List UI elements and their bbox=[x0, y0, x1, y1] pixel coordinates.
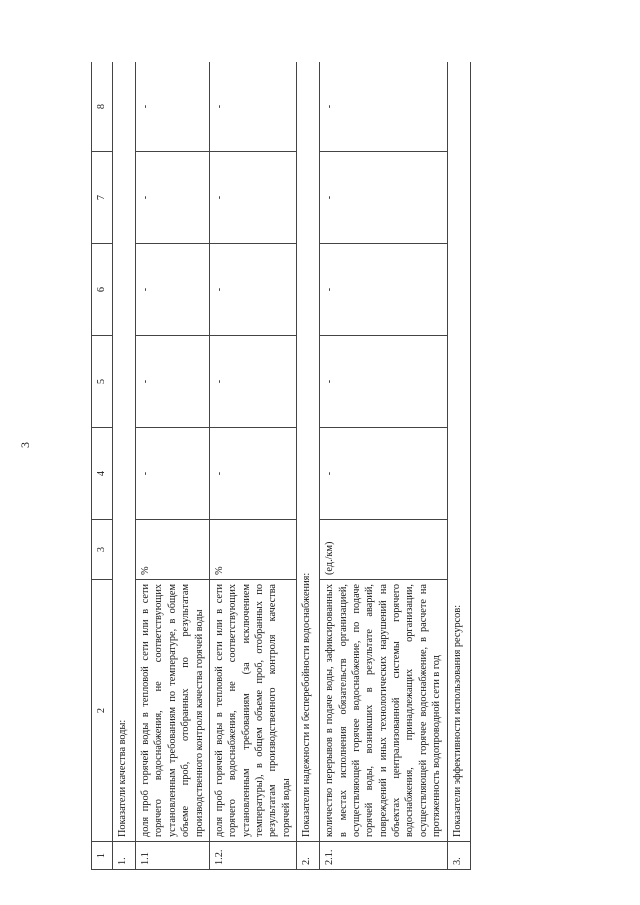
row-value-4: - bbox=[136, 428, 210, 520]
header-cell-8: 8 bbox=[92, 62, 113, 152]
header-cell-5: 5 bbox=[92, 336, 113, 428]
section-number: 3. bbox=[447, 842, 470, 870]
section-title: Показатели надежности и бесперебойности водоснабжения: bbox=[297, 62, 320, 842]
section-title: Показатели качества воды: bbox=[113, 62, 136, 842]
table-row bbox=[136, 62, 210, 870]
row-value-8: - bbox=[209, 62, 296, 152]
row-value-8: - bbox=[320, 62, 447, 152]
row-unit: (ед./км) bbox=[320, 520, 447, 580]
row-value-7: - bbox=[320, 152, 447, 244]
row-description: доля проб горячей воды в тепловой сети или в сети горячего водоснабжения, не соответствующих установленным требованиям (за исключением температуры), в общем объеме проб, отобранных по результатам производственного контроля качества горячей воды bbox=[209, 580, 296, 842]
row-value-4: - bbox=[320, 428, 447, 520]
section-row-reliability bbox=[297, 62, 320, 870]
rotated-table-container bbox=[91, 62, 543, 870]
row-value-8: - bbox=[136, 62, 210, 152]
page-number: 3 bbox=[18, 442, 32, 448]
table-row bbox=[320, 62, 447, 870]
header-cell-3: 3 bbox=[92, 520, 113, 580]
row-value-5: - bbox=[320, 336, 447, 428]
row-value-7: - bbox=[209, 152, 296, 244]
row-description: количество перерывов в подаче воды, зафиксированных в местах исполнения обязательств организацией, осуществляющей горячее водоснабжение, по подаче горячей воды, возникших в результате аварий, повреждений и иных технологических нарушений на объектах централизованной системы горячего водоснабжения, принадлежащих организации, осуществляющей горячее водоснабжение, в расчете на протяженность водопроводной сети в год bbox=[320, 580, 447, 842]
section-row-water-quality bbox=[113, 62, 136, 870]
row-description: доля проб горячей воды в тепловой сети или в сети горячего водоснабжения, не соответствующих установленным требованиям по температуре, в общем объеме проб, отобранных по результатам производственного контроля качества горячей воды bbox=[136, 580, 210, 842]
section-number: 1. bbox=[113, 842, 136, 870]
header-row bbox=[92, 62, 113, 870]
section-row-resource-efficiency bbox=[447, 62, 470, 870]
row-value-7: - bbox=[136, 152, 210, 244]
row-value-4: - bbox=[209, 428, 296, 520]
header-cell-1: 1 bbox=[92, 842, 113, 870]
document-page bbox=[91, 62, 543, 870]
header-cell-2: 2 bbox=[92, 580, 113, 842]
row-value-5: - bbox=[209, 336, 296, 428]
header-cell-6: 6 bbox=[92, 244, 113, 336]
row-value-6: - bbox=[320, 244, 447, 336]
row-value-6: - bbox=[209, 244, 296, 336]
section-title: Показатели эффективности использования ресурсов: bbox=[447, 62, 470, 842]
row-number: 2.1. bbox=[320, 842, 447, 870]
indicators-table bbox=[91, 62, 471, 870]
row-value-6: - bbox=[136, 244, 210, 336]
row-number: 1.2. bbox=[209, 842, 296, 870]
section-number: 2. bbox=[297, 842, 320, 870]
row-unit: % bbox=[136, 520, 210, 580]
row-unit: % bbox=[209, 520, 296, 580]
table-row bbox=[209, 62, 296, 870]
row-value-5: - bbox=[136, 336, 210, 428]
row-number: 1.1 bbox=[136, 842, 210, 870]
header-cell-4: 4 bbox=[92, 428, 113, 520]
header-cell-7: 7 bbox=[92, 152, 113, 244]
